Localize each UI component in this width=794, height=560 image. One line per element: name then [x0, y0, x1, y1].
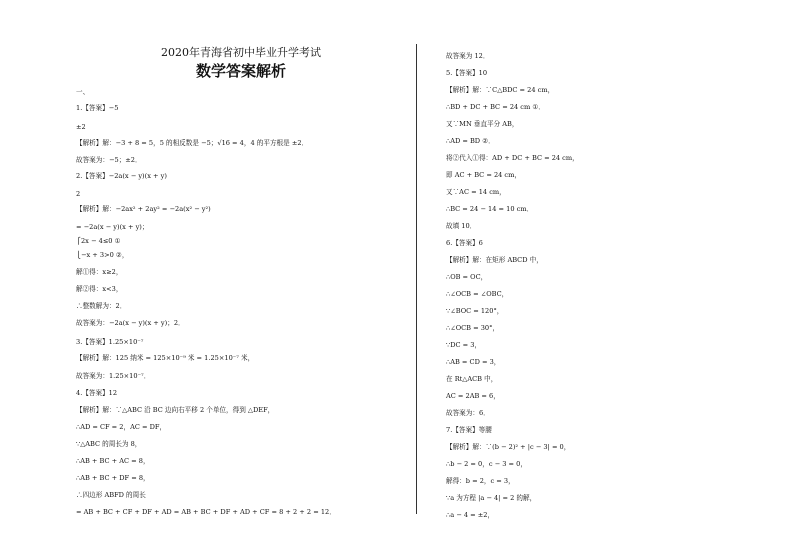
- text-line: 故答案为：1.25×10⁻⁷．: [76, 372, 151, 380]
- text-line: 将②代入①得：AD + DC + BC = 24 cm，: [446, 154, 579, 162]
- text-line: 又∵AC = 14 cm，: [446, 188, 506, 196]
- text-line: 【解析】解：∵△ABC 沿 BC 边向右平移 2 个单位，得到 △DEF，: [76, 406, 275, 414]
- text-line: 5.【答案】10: [446, 69, 488, 77]
- text-line: 【解析】解：在矩形 ABCD 中，: [446, 256, 543, 264]
- text-line: 3.【答案】1.25×10⁻⁷: [76, 338, 144, 346]
- exam-title: 2020年青海省初中毕业升学考试: [161, 46, 321, 59]
- text-line: ∴OB = OC，: [446, 273, 488, 281]
- text-line: ±2: [76, 123, 86, 131]
- text-line: ∵∠BOC = 120°，: [446, 307, 504, 315]
- text-line: ⎧2x − 4≤0 ①: [76, 237, 121, 245]
- text-line: 在 Rt△ACB 中，: [446, 375, 498, 383]
- text-line: 1.【答案】−5: [76, 104, 119, 112]
- text-line: 故答案为：−5；±2．: [76, 156, 142, 164]
- text-line: ∴AB + BC + AC = 8，: [76, 457, 150, 465]
- text-line: 故填 10．: [446, 222, 477, 230]
- text-line: ∴AD = BD ②．: [446, 137, 495, 145]
- text-line: ∴∠OCB = 30°，: [446, 324, 500, 332]
- answer-heading: 数学答案解析: [195, 62, 286, 80]
- text-line: ∴BC = 24 − 14 = 10 cm．: [446, 205, 534, 213]
- text-line: 即 AC + BC = 24 cm，: [446, 171, 521, 179]
- text-line: 一、: [76, 88, 90, 96]
- text-line: 7.【答案】等腰: [446, 426, 492, 434]
- text-line: AC = 2AB = 6，: [446, 392, 500, 400]
- text-line: 6.【答案】6: [446, 239, 483, 247]
- text-line: ∴整数解为：2．: [76, 302, 127, 310]
- text-line: ∵△ABC 的周长为 8，: [76, 440, 142, 448]
- text-line: ∴AB = CD = 3，: [446, 358, 501, 366]
- text-line: ∴b − 2 = 0，c − 3 = 0，: [446, 460, 527, 468]
- text-line: ∴a − 4 = ±2，: [446, 511, 495, 519]
- text-line: 故答案为：−2a(x − y)(x + y)；2．: [76, 319, 185, 327]
- text-line: 2: [76, 190, 81, 198]
- column-divider: [416, 44, 417, 514]
- text-line: 2.【答案】−2a(x − y)(x + y): [76, 172, 167, 180]
- text-line: ∴四边形 ABFD 的周长: [76, 491, 146, 499]
- text-line: 故答案为 12．: [446, 52, 490, 60]
- text-line: ⎩−x + 3>0 ②，: [76, 251, 129, 259]
- text-line: 【解析】解：−3 + 8 = 5，5 的相反数是 −5；√16 = 4，4 的平方根是 ±2．: [76, 139, 309, 147]
- text-line: 【解析】解：125 纳米 = 125×10⁻⁹ 米 = 1.25×10⁻⁷ 米，: [76, 354, 255, 362]
- text-line: 【解析】解：∵(b − 2)² + |c − 3| = 0，: [446, 443, 571, 451]
- text-line: 又∵MN 垂直平分 AB，: [446, 120, 519, 128]
- text-line: ∴AB + BC + DF = 8，: [76, 474, 150, 482]
- text-line: 4.【答案】12: [76, 389, 118, 397]
- text-line: 故答案为：6．: [446, 409, 490, 417]
- text-line: = AB + BC + CF + DF + AD = AB + BC + DF + AD + CF = 8 + 2 + 2 = 12．: [76, 508, 336, 516]
- text-line: ∴AD = CF = 2，AC = DF，: [76, 423, 167, 431]
- text-line: 解得：b = 2，c = 3，: [446, 477, 515, 485]
- text-line: ∵a 为方程 |a − 4| = 2 的解，: [446, 494, 537, 502]
- text-line: 解②得：x<3，: [76, 285, 123, 293]
- text-line: 解①得：x≥2，: [76, 268, 123, 276]
- text-line: ∴BD + DC + BC = 24 cm ①．: [446, 103, 545, 111]
- text-line: 【解析】解：−2ax² + 2ay² = −2a(x² − y²): [76, 205, 211, 213]
- text-line: ∵DC = 3，: [446, 341, 482, 349]
- text-line: = −2a(x − y)(x + y)；: [76, 223, 149, 231]
- text-line: ∴∠OCB = ∠OBC，: [446, 290, 509, 298]
- text-line: 【解析】解：∵C△BDC = 24 cm，: [446, 86, 555, 94]
